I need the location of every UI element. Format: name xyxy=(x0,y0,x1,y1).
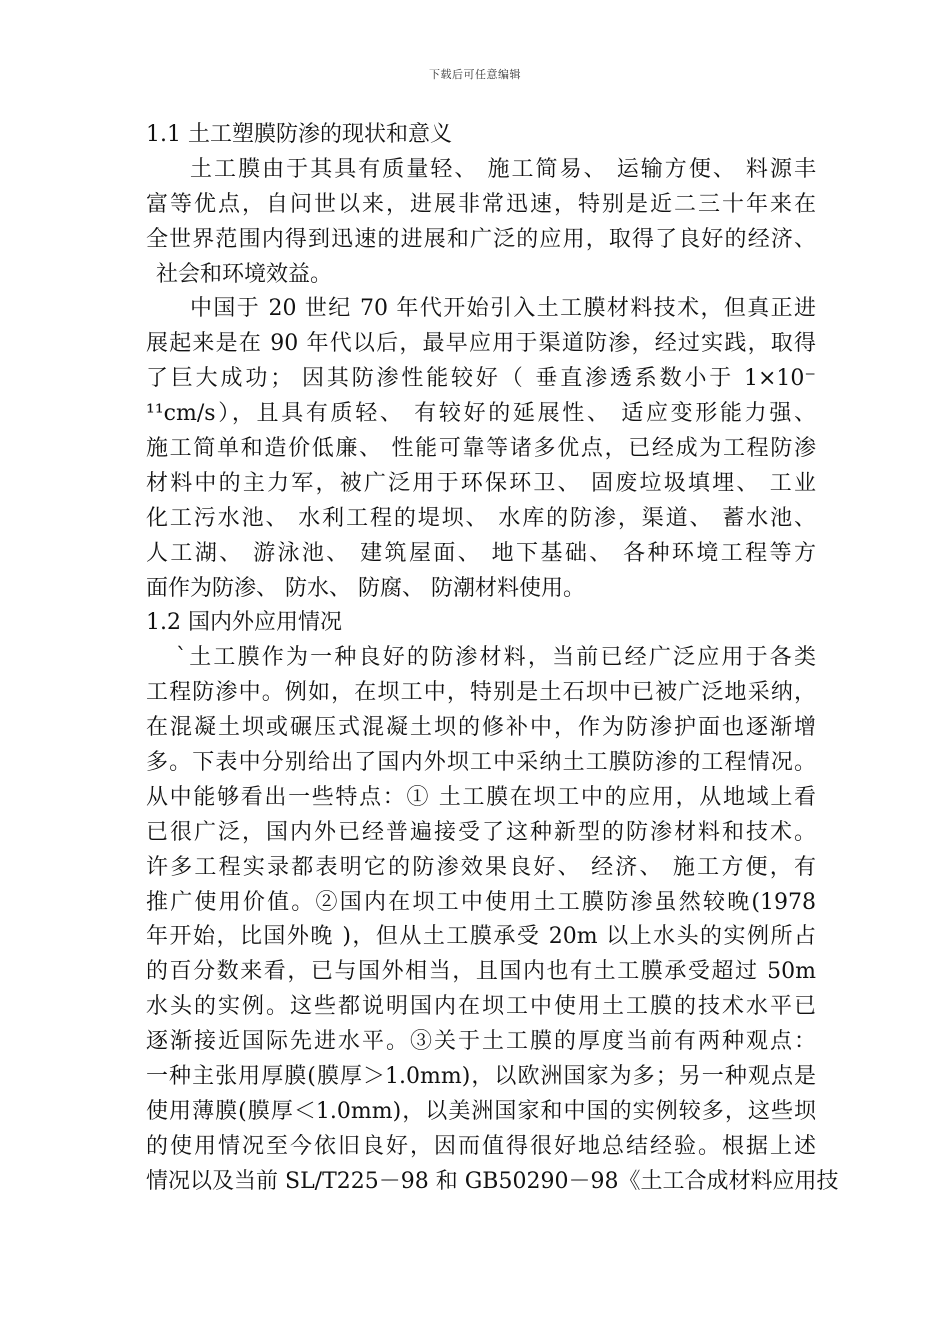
text-line: `土工膜作为一种良好的防渗材料，当前已经广泛应用于各类 xyxy=(176,645,816,671)
text-line: 面作为防渗、 防水、 防腐、 防潮材料使用。 xyxy=(146,575,585,601)
text-line: 从中能够看出一些特点：① 土工膜在坝工中的应用，从地域上看 xyxy=(146,784,816,810)
text-line: 推广使用价值。②国内在坝工中使用土工膜防渗虽然较晚(1978 xyxy=(146,889,816,915)
text-line: 使用薄膜(膜厚＜1.0mm)，以美洲国家和中国的实例较多，这些坝 xyxy=(146,1098,816,1124)
text-line: 土工膜由于其具有质量轻、 施工简易、 运输方便、 料源丰 xyxy=(190,156,816,182)
text-line: 的百分数来看，已与国外相当，且国内也有土工膜承受超过 50m xyxy=(146,959,816,985)
section-title: 1.1 土工塑膜防渗的现状和意义 xyxy=(146,122,452,147)
text-line: 化工污水池、 水利工程的堤坝、 水库的防渗，渠道、 蓄水池、 xyxy=(146,505,816,531)
text-line: 已很广泛，国内外已经普遍接受了这种新型的防渗材料和技术。 xyxy=(146,819,816,845)
text-line: 全世界范围内得到迅速的进展和广泛的应用，取得了良好的经济、 xyxy=(146,226,816,252)
text-line: 逐渐接近国际先进水平。③关于土工膜的厚度当前有两种观点： xyxy=(146,1029,816,1055)
text-line: 了巨大成功； 因其防渗性能较好（ 垂直渗透系数小于 1×10⁻ xyxy=(146,366,816,392)
text-line: 富等优点，自问世以来，进展非常迅速，特别是近二三十年来在 xyxy=(146,191,816,217)
text-line: 材料中的主力军，被广泛用于环保环卫、 固废垃圾填埋、 工业 xyxy=(146,470,816,496)
text-line: 社会和环境效益。 xyxy=(156,261,333,287)
section-title: 1.2 国内外应用情况 xyxy=(146,610,342,636)
paragraph xyxy=(146,153,816,293)
text-line: ¹¹cm/s），且具有质轻、 有较好的延展性、 适应变形能力强、 xyxy=(146,401,816,427)
text-line: 许多工程实录都表明它的防渗效果良好、 经济、 施工方便，有 xyxy=(146,854,816,880)
text-line: 年开始，比国外晚 )，但从土工膜承受 20m 以上水头的实例所占 xyxy=(146,924,816,950)
text-line: 在混凝土坝或碾压式混凝土坝的修补中，作为防渗护面也逐渐增 xyxy=(146,715,816,741)
text-line: 人工湖、 游泳池、 建筑屋面、 地下基础、 各种环境工程等方 xyxy=(146,540,816,566)
text-line: 施工简单和造价低廉、 性能可靠等诸多优点，已经成为工程防渗 xyxy=(146,436,816,462)
paragraph xyxy=(146,292,816,606)
header-note: 下载后可任意编辑 xyxy=(429,68,521,81)
text-line: 一种主张用厚膜(膜厚＞1.0mm)，以欧洲国家为多；另一种观点是 xyxy=(146,1064,816,1090)
text-line: 情况以及当前 SL/T225－98 和 GB50290－98《土工合成材料应用技 xyxy=(146,1168,839,1194)
text-line: 中国于 20 世纪 70 年代开始引入土工膜材料技术，但真正进 xyxy=(190,296,816,322)
text-line: 水头的实例。这些都说明国内在坝工中使用土工膜的技术水平已 xyxy=(146,994,816,1020)
text-line: 工程防渗中。例如，在坝工中，特别是土石坝中已被广泛地采纳， xyxy=(146,680,816,706)
text-line: 多。下表中分别给出了国内外坝工中采纳土工膜防渗的工程情况。 xyxy=(146,750,816,776)
text-line: 的使用情况至今依旧良好，因而值得很好地总结经验。根据上述 xyxy=(146,1133,816,1159)
document-body xyxy=(146,118,839,1200)
paragraph xyxy=(146,641,839,1199)
text-line: 展起来是在 90 年代以后，最早应用于渠道防渗，经过实践，取得 xyxy=(146,331,816,357)
